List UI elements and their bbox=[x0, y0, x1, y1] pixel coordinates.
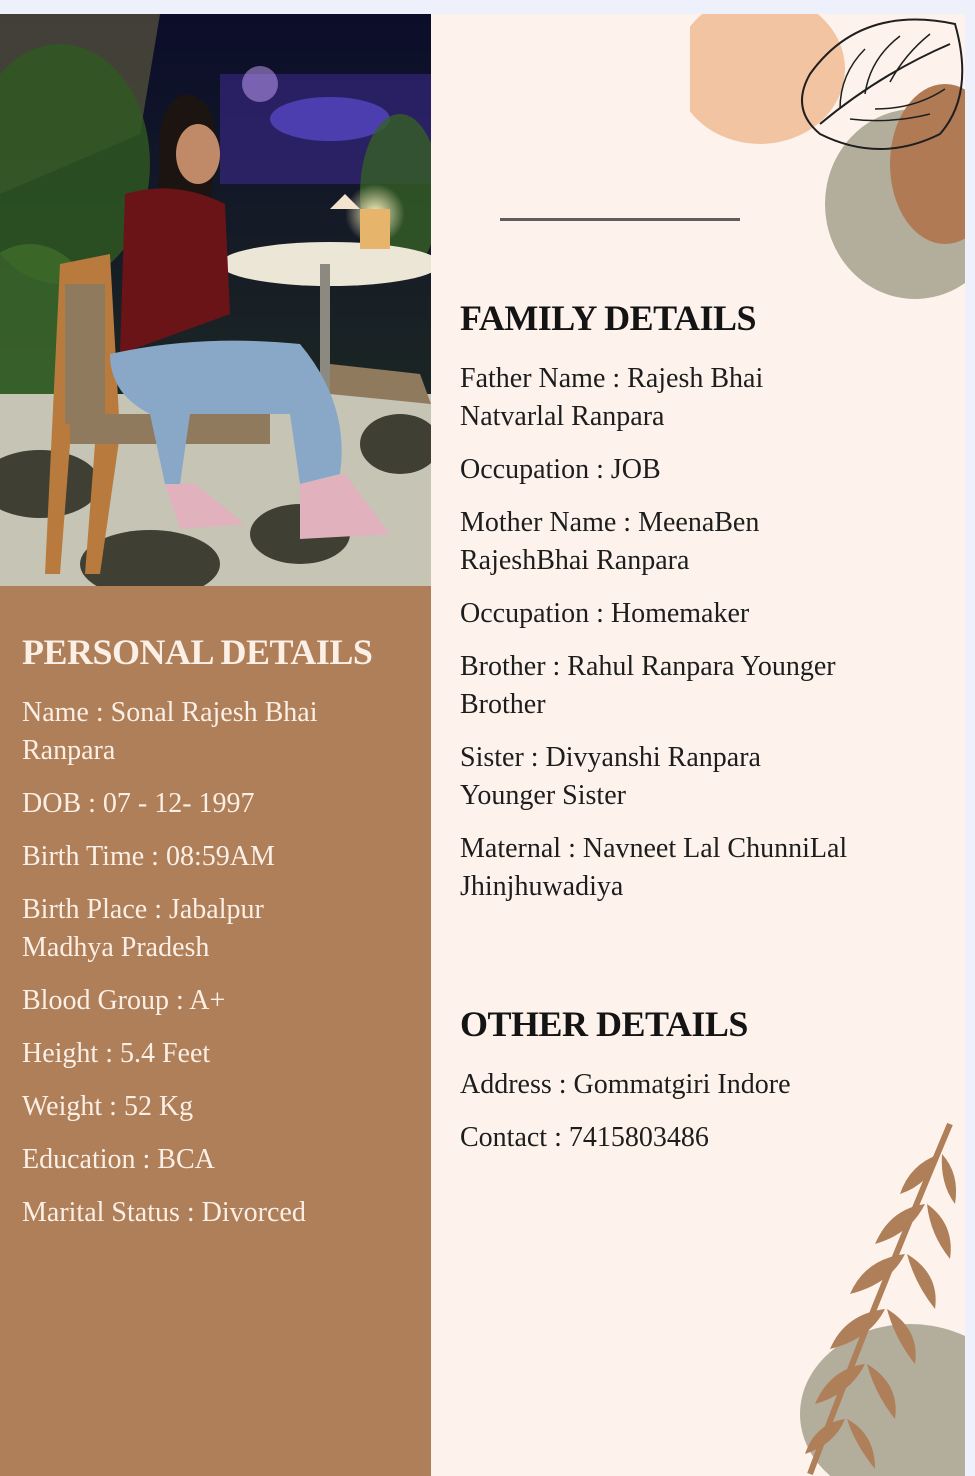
education-row: Education : BCA bbox=[22, 1144, 215, 1175]
marital-status-row: Marital Status : Divorced bbox=[22, 1197, 306, 1228]
contact-row: Contact : 7415803486 bbox=[460, 1122, 709, 1153]
blood-group-row: Blood Group : A+ bbox=[22, 985, 226, 1016]
personal-details-heading: PERSONAL DETAILS bbox=[22, 632, 373, 672]
family-details-section bbox=[460, 296, 930, 921]
birth-place-row: Birth Place : Jabalpur Madhya Pradesh bbox=[22, 894, 264, 963]
mother-name-row: Mother Name : MeenaBen RajeshBhai Ranpara bbox=[460, 507, 760, 576]
father-occupation-row: Occupation : JOB bbox=[460, 454, 661, 485]
monstera-leaf-icon bbox=[690, 14, 965, 304]
personal-details-list bbox=[22, 694, 417, 1232]
profile-photo bbox=[0, 14, 431, 586]
birth-time-row: Birth Time : 08:59AM bbox=[22, 841, 275, 872]
family-details-list bbox=[460, 360, 930, 906]
dob-row: DOB : 07 - 12- 1997 bbox=[22, 788, 255, 819]
biodata-page bbox=[0, 14, 965, 1476]
mother-occupation-row: Occupation : Homemaker bbox=[460, 598, 750, 629]
name-row: Name : Sonal Rajesh Bhai Ranpara bbox=[22, 697, 318, 766]
father-name-row: Father Name : Rajesh Bhai Natvarlal Ranpara bbox=[460, 363, 764, 432]
other-details-heading: OTHER DETAILS bbox=[460, 1004, 748, 1044]
sister-row: Sister : Divyanshi Ranpara Younger Sister bbox=[460, 742, 761, 811]
maternal-row: Maternal : Navneet Lal ChunniLal Jhinjhuwadiya bbox=[460, 833, 848, 902]
address-row: Address : Gommatgiri Indore bbox=[460, 1069, 791, 1100]
weight-row: Weight : 52 Kg bbox=[22, 1091, 194, 1122]
divider-line bbox=[500, 218, 740, 221]
left-panel bbox=[0, 14, 431, 1476]
brother-row: Brother : Rahul Ranpara Younger Brother bbox=[460, 651, 836, 720]
fern-leaf-icon bbox=[790, 1114, 965, 1476]
family-details-heading: FAMILY DETAILS bbox=[460, 298, 757, 338]
height-row: Height : 5.4 Feet bbox=[22, 1038, 211, 1069]
profile-photo-illustration bbox=[0, 14, 431, 586]
personal-details-section bbox=[22, 630, 417, 1247]
